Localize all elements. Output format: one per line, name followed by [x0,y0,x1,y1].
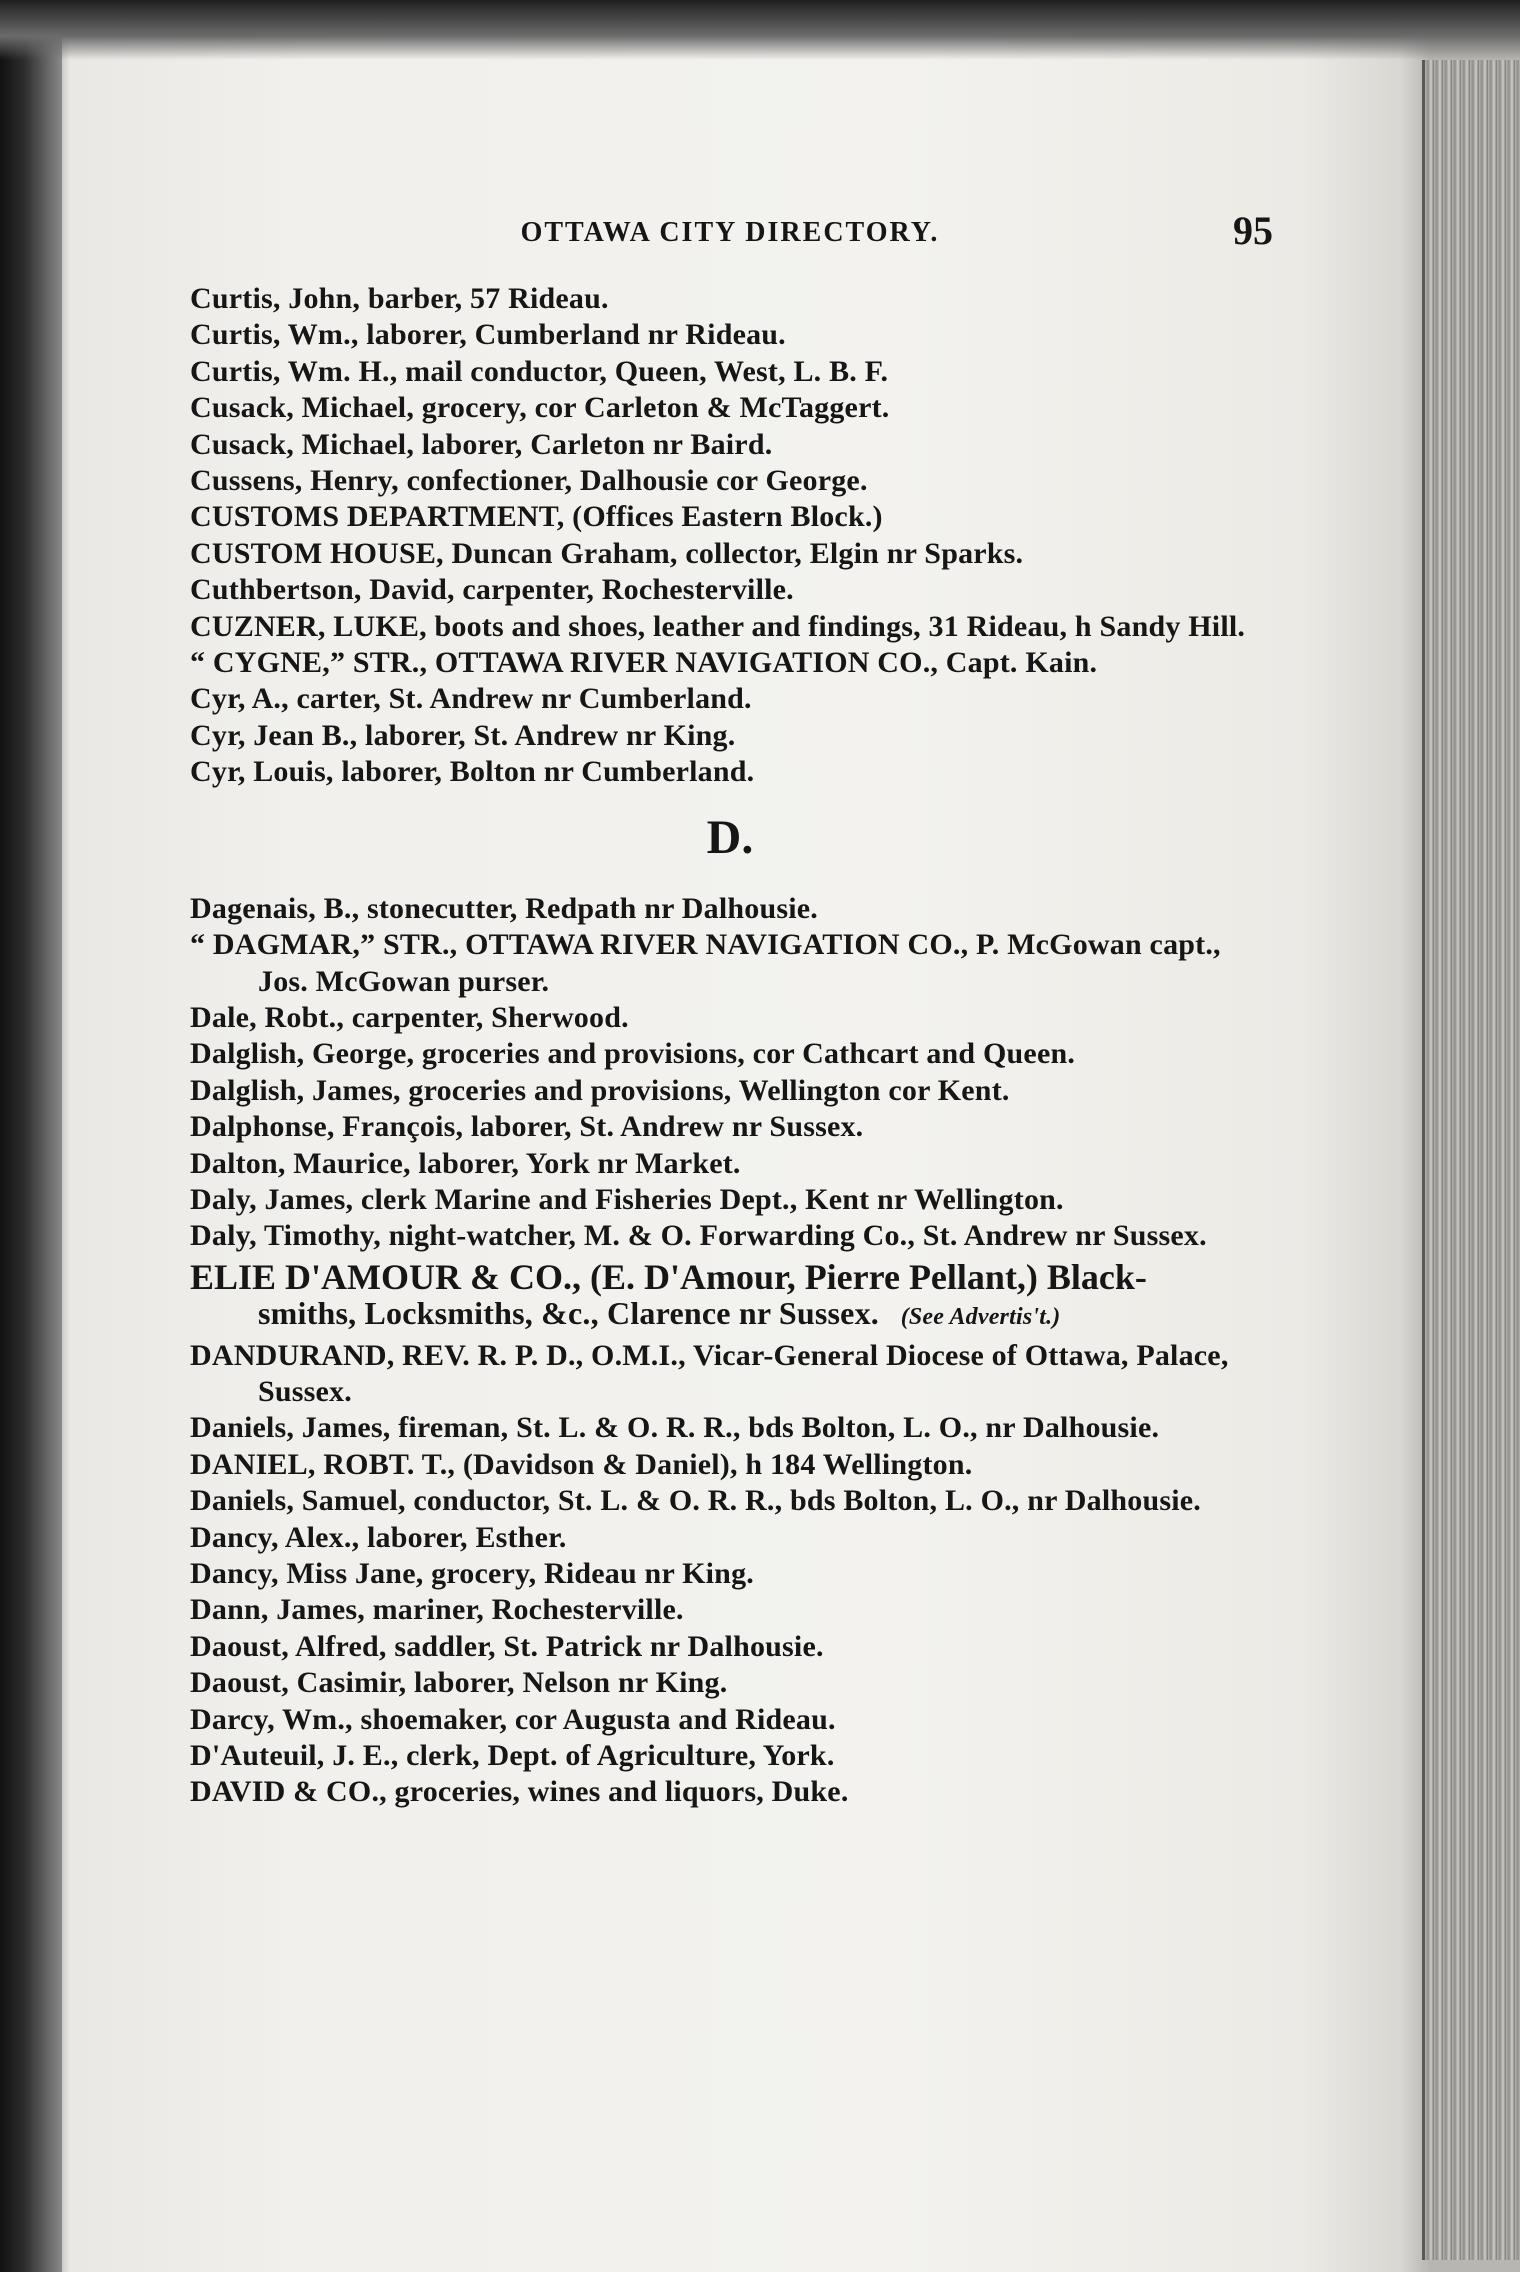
list-item: Cussens, Henry, confectioner, Dalhousie cor George. [190,464,868,498]
list-item: Cusack, Michael, grocery, cor Carleton & McTaggert. [190,391,890,425]
directory-page [190,205,1273,1811]
advertisement-note: (See Advertis't.) [900,1304,1061,1331]
advertised-entry-line2 [190,1295,1270,1335]
entries-c-list [190,281,1270,791]
advertised-entry-text: smiths, Locksmiths, &c., Clarence nr Sussex. [258,1295,879,1332]
list-item: DANDURAND, REV. R. P. D., O.M.I., Vicar-General Diocese of Ottawa, Palace, Sussex. [190,1338,1229,1408]
page-number: 95 [1233,208,1273,253]
list-item: Curtis, John, barber, 57 Rideau. [190,282,609,315]
list-item: Daoust, Alfred, saddler, St. Patrick nr Dalhousie. [190,1629,824,1663]
list-item: CUZNER, LUKE, boots and shoes, leather and findings, 31 Rideau, h Sandy Hill. [190,609,1246,643]
list-item: CUSTOMS DEPARTMENT, (Offices Eastern Block.) [190,500,883,534]
list-item: Daly, Timothy, night-watcher, M. & O. Forwarding Co., St. Andrew nr Sussex. [190,1219,1207,1253]
list-item: Dalglish, James, groceries and provisions, Wellington cor Kent. [190,1073,1010,1107]
running-title: OTTAWA CITY DIRECTORY. [520,217,940,248]
list-item: Daoust, Casimir, laborer, Nelson nr King. [190,1666,728,1700]
list-item: Dagenais, B., stonecutter, Redpath nr Dalhousie. [190,891,818,925]
list-item: D'Auteuil, J. E., clerk, Dept. of Agriculture, York. [190,1739,835,1773]
list-item: Dancy, Miss Jane, grocery, Rideau nr King. [190,1557,754,1590]
list-item: Cyr, Jean B., laborer, St. Andrew nr King. [190,718,736,752]
list-item: Dann, James, mariner, Rochesterville. [190,1593,684,1627]
list-item: “ DAGMAR,” STR., OTTAWA RIVER NAVIGATION CO., P. McGowan capt., Jos. McGowan purser. [190,928,1221,998]
advertised-entry [190,1256,1270,1336]
list-item: Cyr, Louis, laborer, Bolton nr Cumberland. [190,755,755,789]
list-item: Dalton, Maurice, laborer, York nr Market. [190,1146,741,1180]
book-spine-shadow [0,0,62,2272]
list-item: CUSTOM HOUSE, Duncan Graham, collector, Elgin nr Sparks. [190,536,1024,570]
list-item: “ CYGNE,” STR., OTTAWA RIVER NAVIGATION CO., Capt. Kain. [190,646,1098,680]
entries-d-list [190,891,1270,1255]
advertised-entry-line1: ELIE D'AMOUR & CO., (E. D'Amour, Pierre Pellant,) Black- [190,1256,1147,1297]
section-letter-heading: D. [706,810,754,864]
page-header [190,205,1273,261]
list-item: Cuthbertson, David, carpenter, Rochesterville. [190,573,794,607]
list-item: Daniels, Samuel, conductor, St. L. & O. R. R., bds Bolton, L. O., nr Dalhousie. [190,1484,1201,1518]
list-item: DAVID & CO., groceries, wines and liquors, Duke. [190,1775,849,1809]
page-edges [1422,60,1520,2260]
list-item: DANIEL, ROBT. T., (Davidson & Daniel), h 184 Wellington. [190,1447,973,1481]
list-item: Dalphonse, François, laborer, St. Andrew nr Sussex. [190,1110,864,1144]
list-item: Dancy, Alex., laborer, Esther. [190,1520,567,1554]
list-item: Cusack, Michael, laborer, Carleton nr Baird. [190,427,773,461]
list-item: Dalglish, George, groceries and provisions, cor Cathcart and Queen. [190,1037,1076,1071]
top-edge-shadow [0,0,1520,60]
list-item: Curtis, Wm., laborer, Cumberland nr Rideau. [190,318,786,352]
entries-d2-list [190,1338,1270,1811]
list-item: Darcy, Wm., shoemaker, cor Augusta and Rideau. [190,1702,836,1736]
list-item: Daniels, James, fireman, St. L. & O. R. R., bds Bolton, L. O., nr Dalhousie. [190,1411,1160,1445]
list-item: Curtis, Wm. H., mail conductor, Queen, West, L. B. F. [190,354,889,388]
list-item: Dale, Robt., carpenter, Sherwood. [190,1000,629,1034]
list-item: Cyr, A., carter, St. Andrew nr Cumberland. [190,682,752,716]
list-item: Daly, James, clerk Marine and Fisheries Dept., Kent nr Wellington. [190,1182,1064,1216]
